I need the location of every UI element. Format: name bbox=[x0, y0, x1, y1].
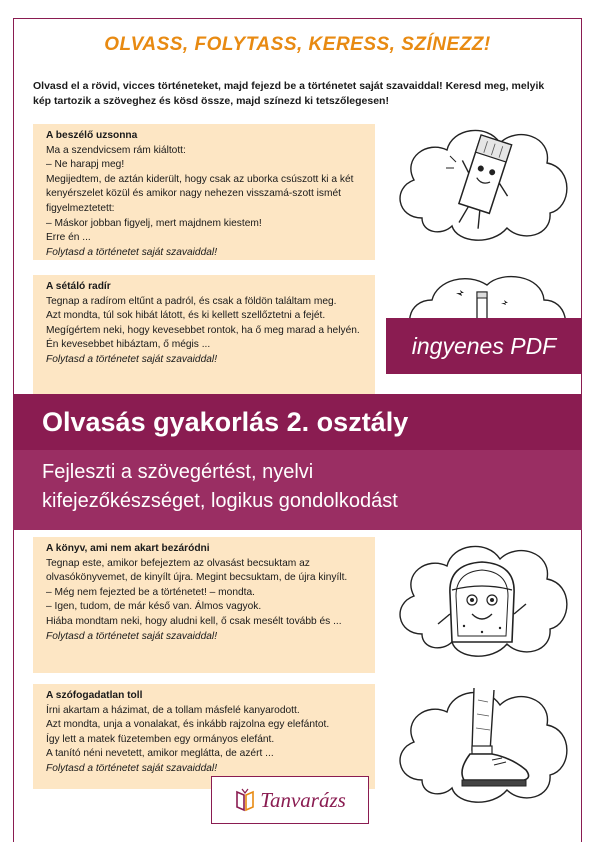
story-card bbox=[33, 684, 375, 789]
book-logo-icon bbox=[234, 788, 256, 812]
story-line: Azt mondta, unja a vonalakat, és inkább rajzolna egy elefántot. bbox=[46, 719, 330, 731]
story-line: – Még nem fejezted be a történetet! – mondta. bbox=[46, 586, 255, 598]
logo-text: Tanvarázs bbox=[260, 787, 346, 812]
story-line: Ma a szendvicsem rám kiáltott: bbox=[46, 144, 186, 156]
story-prompt: Folytasd a történetet saját szavaiddal! bbox=[46, 762, 218, 774]
banner-subline-2: kifejezőkészséget, logikus gondolkodást bbox=[42, 490, 398, 512]
story-line: Azt mondta, túl sok hibát látott, és ki kellett szellőztetni a fejét. bbox=[46, 310, 326, 322]
banner-subline bbox=[13, 450, 582, 530]
story-title: A szófogadatlan toll bbox=[46, 690, 143, 701]
sandwich-character-icon bbox=[392, 534, 576, 664]
story-prompt: Folytasd a történetet saját szavaiddal! bbox=[46, 353, 218, 365]
page-title: OLVASS, FOLYTASS, KERESS, SZÍNEZZ! bbox=[104, 34, 491, 55]
story-prompt: Folytasd a történetet saját szavaiddal! bbox=[46, 246, 218, 258]
story-line: – Igen, tudom, de már késő van. Álmos vagyok. bbox=[46, 601, 262, 613]
banner-subline-1: Fejleszti a szövegértést, nyelvi bbox=[42, 461, 314, 483]
brand-logo[interactable] bbox=[211, 776, 369, 824]
story-line: Tegnap este, amikor befejeztem az olvasást becsuktam az olvasókönyvemet, de kinyílt újra. Megint becsuktam, de újra kinyílt. bbox=[46, 557, 348, 584]
story-line: Írni akartam a házimat, de a tollam másfelé kanyarodott. bbox=[46, 704, 300, 716]
free-pdf-badge[interactable]: ingyenes PDF bbox=[386, 318, 582, 374]
story-line: Erre én ... bbox=[46, 232, 91, 244]
story-card bbox=[33, 275, 375, 399]
story-card bbox=[33, 537, 375, 673]
promo-banner bbox=[13, 394, 582, 530]
story-line: Én kevesebbet hibáztam, ő mégis ... bbox=[46, 339, 211, 351]
story-line: Megijedtem, de aztán kiderült, hogy csak az uborka csúszott ki a két kenyérszelet közül és amikor nagy nehezen visszamá-szott ismét figyelmeztetett: bbox=[46, 173, 354, 214]
story-title: A könyv, ami nem akart bezáródni bbox=[46, 543, 210, 554]
story-title: A beszélő uzsonna bbox=[46, 130, 138, 141]
story-prompt: Folytasd a történetet saját szavaiddal! bbox=[46, 630, 218, 642]
story-line: – Ne harapj meg! bbox=[46, 159, 125, 171]
shoe-leg-icon bbox=[392, 680, 576, 808]
story-title: A sétáló radír bbox=[46, 281, 111, 292]
story-line: – Máskor jobban figyelj, mert majdnem kiestem! bbox=[46, 217, 262, 229]
story-line: Így lett a matek füzetemben egy ormányos elefánt. bbox=[46, 733, 275, 745]
intro-text: Olvasd el a rövid, vicces történeteket, majd fejezd be a történetet saját szavaiddal! Keresd meg, melyik kép tartozik a szöveghez és kösd össze, majd színezd ki tetszőlegesen! bbox=[33, 80, 545, 107]
story-line: Megígértem neki, hogy kevesebbet rontok, ha ő meg marad a helyén. bbox=[46, 324, 360, 336]
story-line: Hiába mondtam neki, hogy aludni kell, ő csak mesélt tovább és ... bbox=[46, 615, 342, 627]
story-card bbox=[33, 124, 375, 260]
eraser-character-icon bbox=[392, 118, 576, 248]
banner-headline: Olvasás gyakorlás 2. osztály bbox=[13, 394, 582, 450]
story-line: Tegnap a radírom eltűnt a padról, és csak a földön találtam meg. bbox=[46, 295, 337, 307]
story-line: A tanító néni nevetett, amikor meglátta, de azért ... bbox=[46, 748, 274, 760]
